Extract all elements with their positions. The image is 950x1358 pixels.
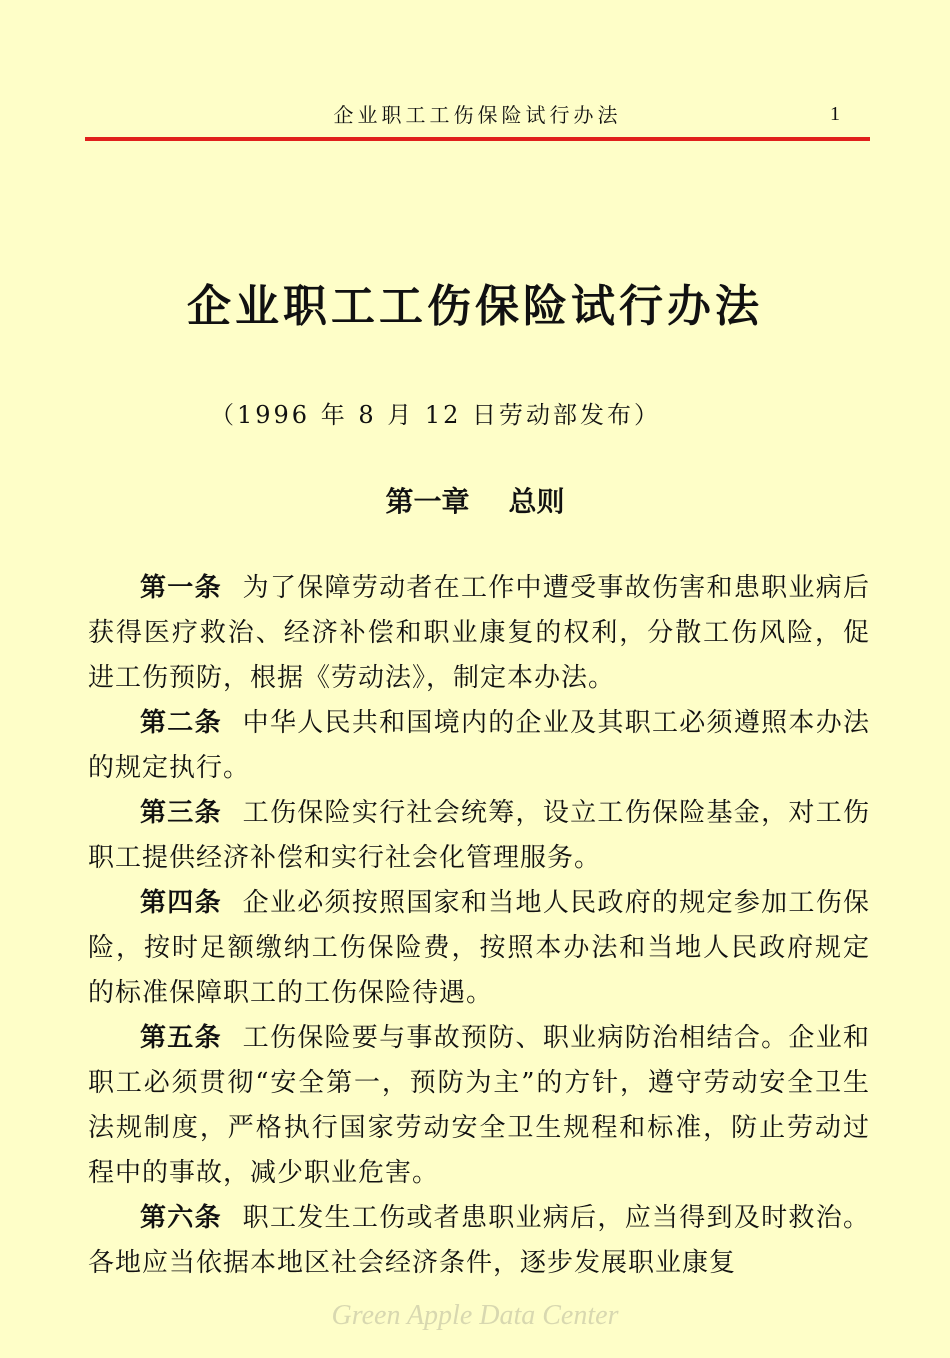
running-header: [85, 95, 870, 135]
article-label: 第六条: [140, 1203, 222, 1233]
article-4: [88, 881, 870, 1016]
article-6: [88, 1196, 870, 1286]
document-body: [88, 566, 870, 1286]
watermark: Green Apple Data Center: [331, 1300, 619, 1331]
header-rule: [85, 137, 870, 141]
article-2: [88, 701, 870, 791]
article-label: 第二条: [140, 708, 222, 738]
article-label: 第五条: [140, 1023, 222, 1053]
article-label: 第四条: [140, 888, 222, 918]
page-number: 1: [830, 103, 840, 125]
chapter-heading: 第一章 总则: [385, 485, 565, 518]
running-header-title: 企业职工工伤保险试行办法: [333, 103, 622, 127]
article-3: [88, 791, 870, 881]
article-text: 为了保障劳动者在工作中遭受事故伤害和患职业病后获得医疗救治、经济补偿和职业康复的权利，分散工伤风险，促进工伤预防，根据《劳动法》，制定本办法。: [88, 573, 870, 693]
document-title: 企业职工工伤保险试行办法: [187, 281, 763, 332]
article-text: 企业必须按照国家和当地人民政府的规定参加工伤保险，按时足额缴纳工伤保险费，按照本办法和当地人民政府规定的标准保障职工的工伤保险待遇。: [88, 888, 870, 1008]
article-5: [88, 1016, 870, 1196]
article-text: 工伤保险实行社会统筹，设立工伤保险基金，对工伤职工提供经济补偿和实行社会化管理服务。: [88, 798, 870, 873]
article-text: 工伤保险要与事故预防、职业病防治相结合。企业和职工必须贯彻“安全第一，预防为主”的方针，遵守劳动安全卫生法规制度，严格执行国家劳动安全卫生规程和标准，防止劳动过程中的事故，减少职业危害。: [88, 1023, 870, 1188]
issue-date: （1996 年 8 月 12 日劳动部发布）: [210, 401, 662, 429]
article-label: 第一条: [140, 573, 222, 603]
article-text: 职工发生工伤或者患职业病后，应当得到及时救治。各地应当依据本地区社会经济条件，逐步发展职业康复: [88, 1203, 870, 1278]
article-text: 中华人民共和国境内的企业及其职工必须遵照本办法的规定执行。: [88, 708, 870, 783]
article-1: [88, 566, 870, 701]
article-label: 第三条: [140, 798, 222, 828]
